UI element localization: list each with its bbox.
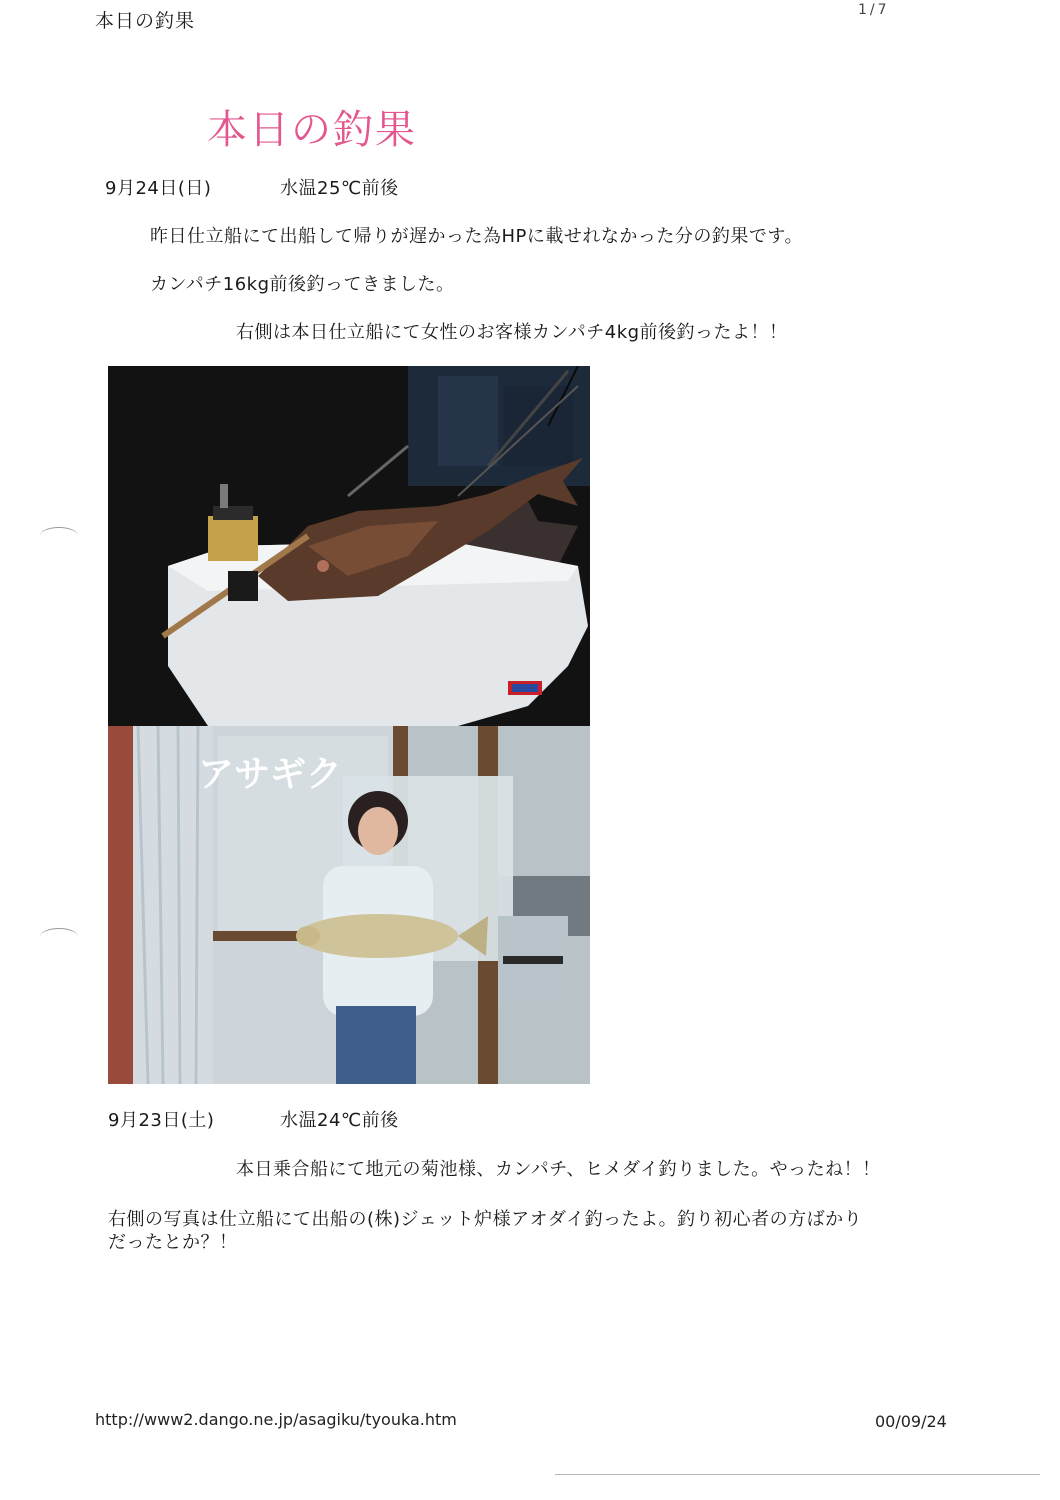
entry-text: 本日乗合船にて地元の菊池様、カンパチ、ヒメダイ釣りました。やったね！！ xyxy=(236,1159,881,1180)
entry-date: 9月23日(土) xyxy=(108,1110,215,1131)
entry-text: 昨日仕立船にて出船して帰りが遅かった為HPに載せれなかった分の釣果です。 xyxy=(150,226,803,247)
footer-divider xyxy=(555,1474,1040,1475)
page-marker: 1/7 xyxy=(858,2,890,18)
photo-woman-with-fish xyxy=(108,726,590,1084)
entry-water-temp: 水温24℃前後 xyxy=(280,1110,399,1131)
entry-text: カンパチ16kg前後釣ってきました。 xyxy=(150,274,455,295)
photo-stack xyxy=(108,366,590,1084)
page-title: 本日の釣果 xyxy=(207,107,417,153)
entry-date: 9月24日(日) xyxy=(105,178,212,199)
entry-text: 右側は本日仕立船にて女性のお客様カンパチ4kg前後釣ったよ！！ xyxy=(236,322,788,343)
punch-hole-bottom xyxy=(40,928,78,945)
sign-text-a: アサギク xyxy=(198,754,343,795)
entry-water-temp: 水温25℃前後 xyxy=(280,178,399,199)
footer-date: 00/09/24 xyxy=(875,1412,947,1431)
entry-text: だったとか？！ xyxy=(108,1232,238,1253)
photo-fish-on-cooler xyxy=(108,366,590,726)
punch-hole-top xyxy=(40,527,78,544)
entry-text: 右側の写真は仕立船にて出船の(株)ジェット炉様アオダイ釣ったよ。釣り初心者の方ばかり xyxy=(108,1209,863,1230)
header-title: 本日の釣果 xyxy=(95,10,196,32)
footer-url: http://www2.dango.ne.jp/asagiku/tyouka.htm xyxy=(95,1410,457,1429)
